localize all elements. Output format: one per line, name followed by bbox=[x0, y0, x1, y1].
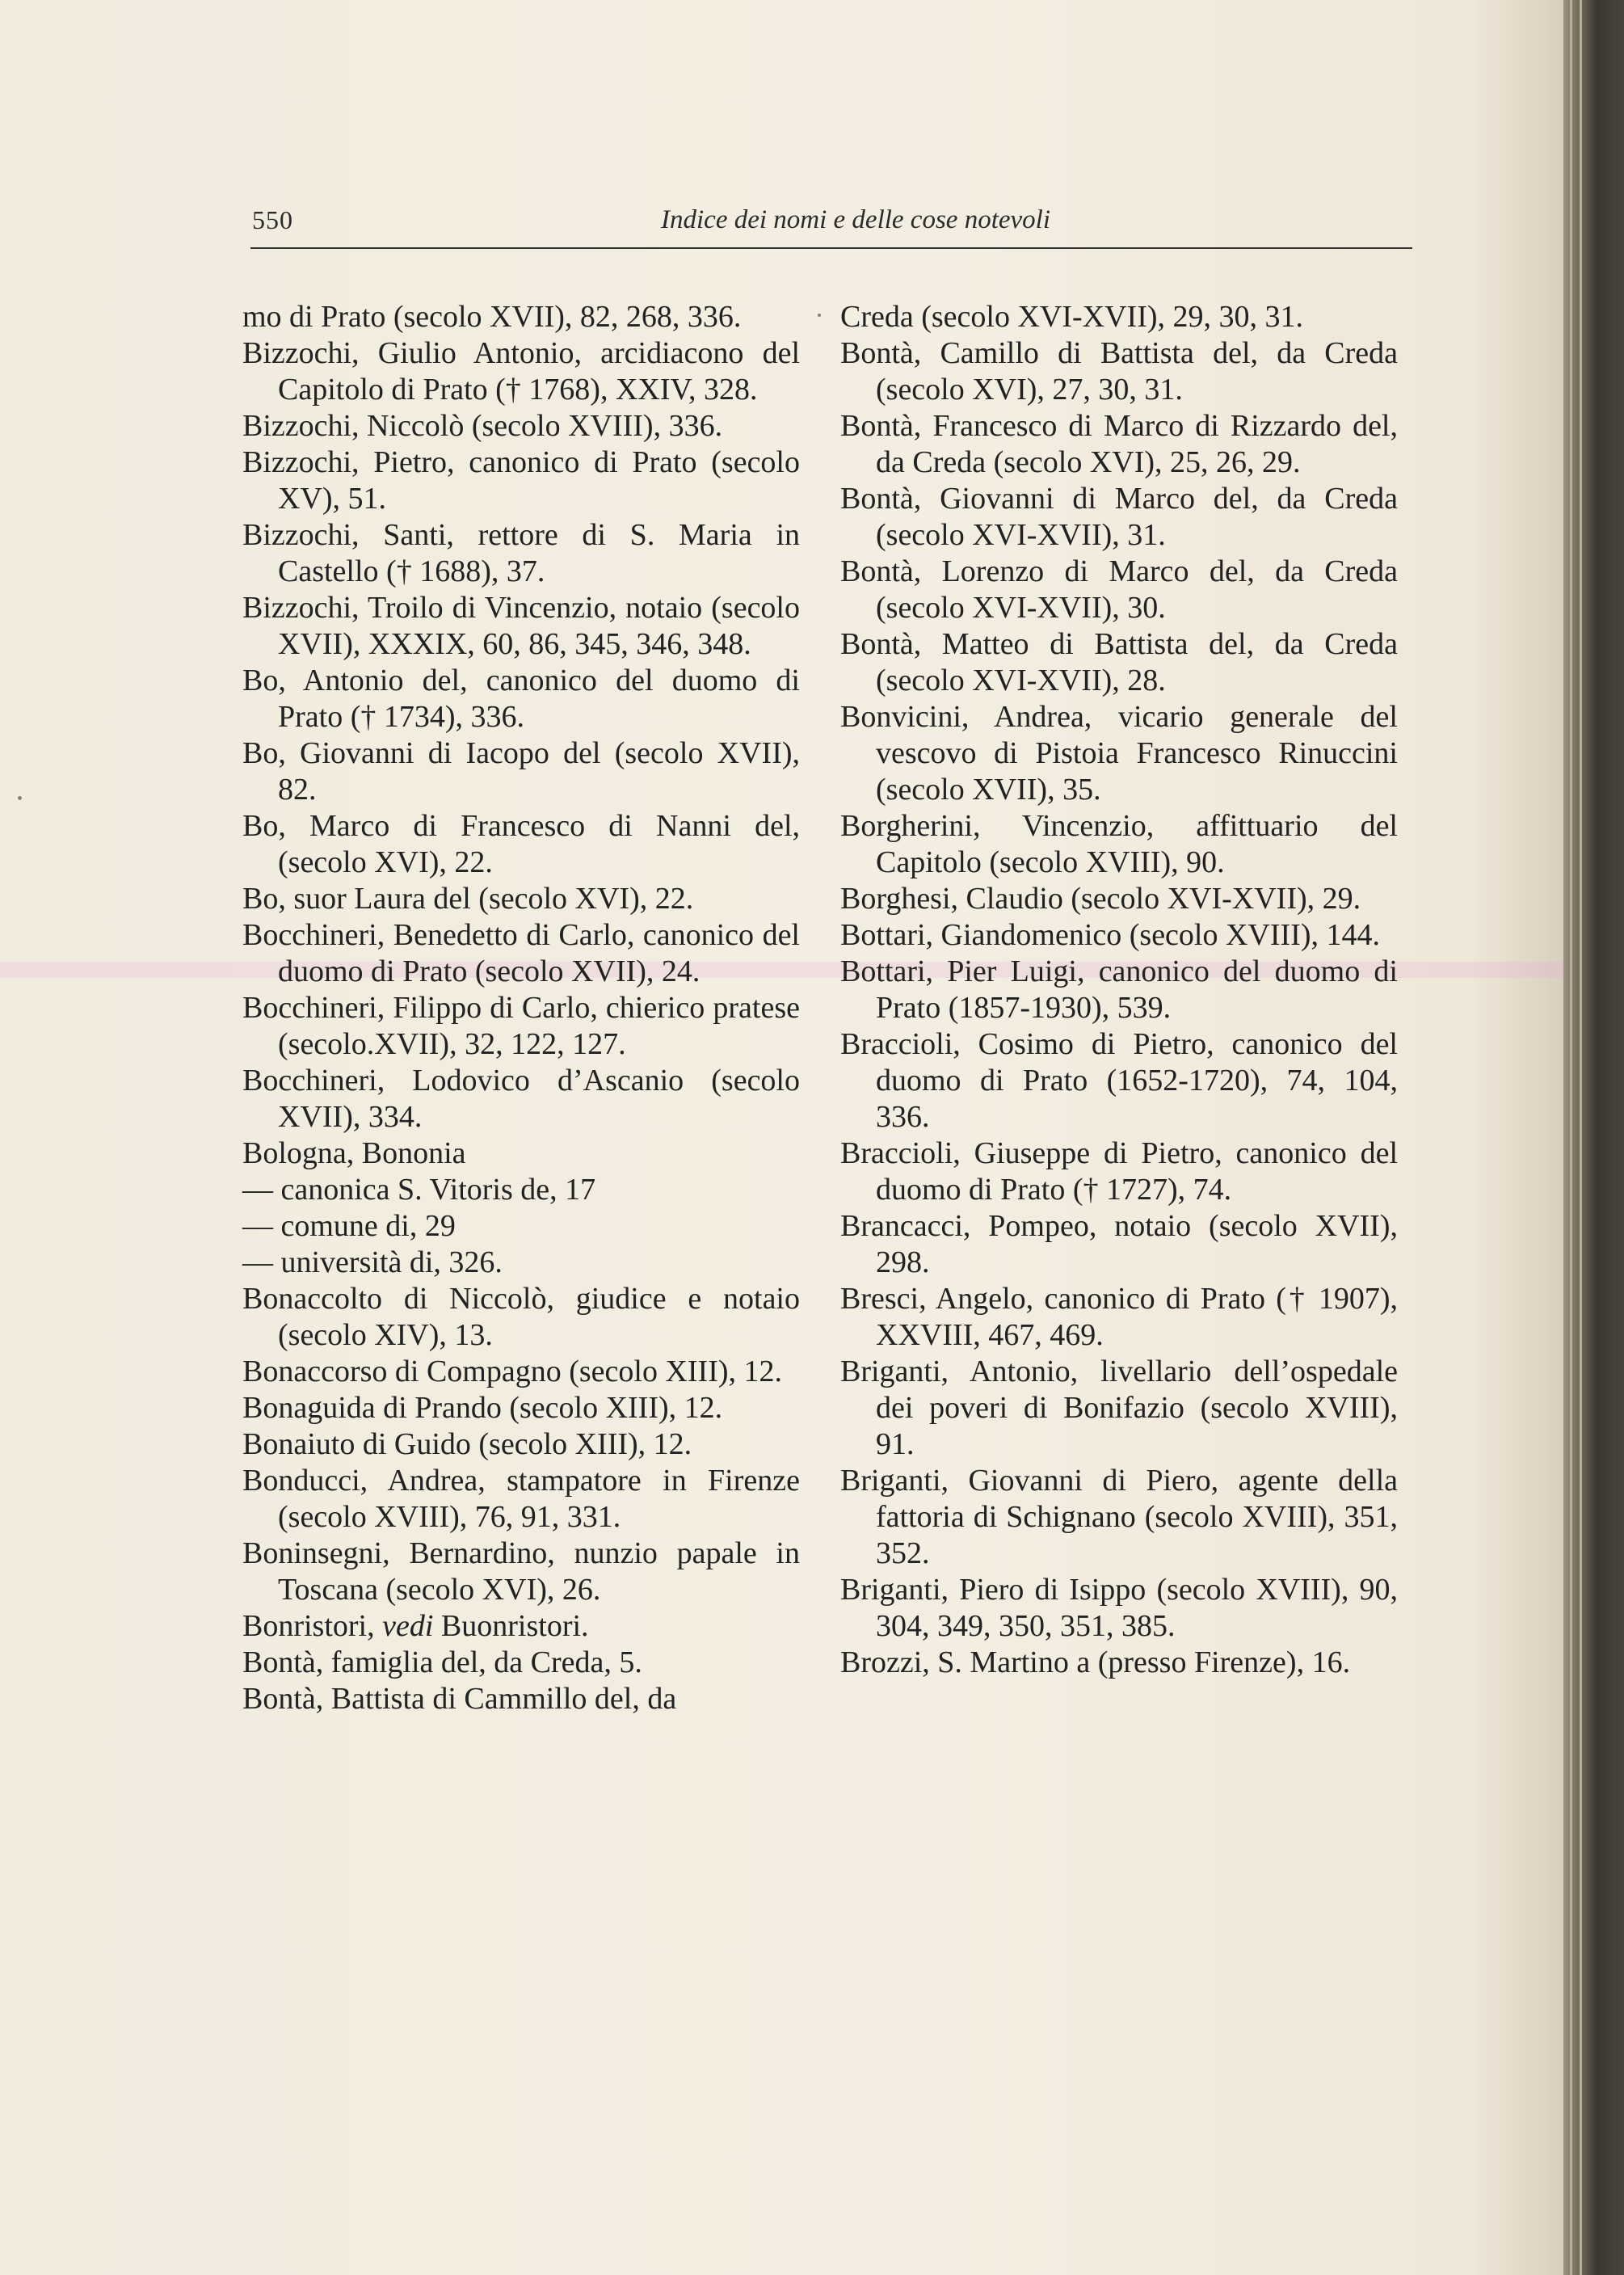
index-entry: Bizzochi, Niccolò (secolo XVIII), 336. bbox=[242, 409, 723, 443]
index-entry: Bologna, Bononia bbox=[242, 1136, 466, 1170]
paper-speck bbox=[18, 796, 22, 800]
index-entry: Bocchineri, Lodovico d’Ascanio (secolo XVII), 334. bbox=[242, 1064, 800, 1134]
index-entry: Briganti, Piero di Isippo (secolo XVIII), 90, 304, 349, 350, 351, 385. bbox=[840, 1573, 1398, 1643]
index-entry: Bontà, Lorenzo di Marco del, da Creda (secolo XVI-XVII), 30. bbox=[840, 554, 1398, 625]
index-subentry: — comune di, 29 bbox=[242, 1209, 456, 1243]
index-entry: Boninsegni, Bernardino, nunzio papale in Toscana (secolo XVI), 26. bbox=[242, 1536, 800, 1607]
index-entry: Borghesi, Claudio (secolo XVI-XVII), 29. bbox=[840, 882, 1361, 916]
index-entry: Brancacci, Pompeo, notaio (secolo XVII), 298. bbox=[840, 1209, 1398, 1279]
index-entry: Bontà, Battista di Cammillo del, da bbox=[242, 1682, 677, 1716]
index-entry: Bonaccorso di Compagno (secolo XIII), 12. bbox=[242, 1354, 783, 1388]
index-entry: Bo, Giovanni di Iacopo del (secolo XVII), 82. bbox=[242, 736, 800, 807]
index-entry: Bocchineri, Benedetto di Carlo, canonico del duomo di Prato (secolo XVII), 24. bbox=[242, 918, 800, 988]
index-entry: Bonristori, vedi Buonristori. bbox=[242, 1609, 589, 1643]
index-entry: Bizzochi, Pietro, canonico di Prato (secolo XV), 51. bbox=[242, 445, 800, 516]
page-edge-line bbox=[1570, 0, 1572, 2275]
index-entry: Brozzi, S. Martino a (presso Firenze), 16. bbox=[840, 1645, 1351, 1679]
page-header bbox=[250, 200, 1412, 249]
index-entry: Braccioli, Giuseppe di Pietro, canonico del duomo di Prato († 1727), 74. bbox=[840, 1136, 1398, 1207]
index-entry: Bo, Antonio del, canonico del duomo di Prato († 1734), 336. bbox=[242, 664, 800, 734]
index-column-left bbox=[242, 299, 800, 1717]
index-entry: Bocchineri, Filippo di Carlo, chierico pratese (secolo.XVII), 32, 122, 127. bbox=[242, 991, 800, 1061]
index-entry: Borgherini, Vincenzio, affittuario del Capitolo (secolo XVIII), 90. bbox=[840, 809, 1398, 879]
index-entry: Bizzochi, Troilo di Vincenzio, notaio (secolo XVII), XXXIX, 60, 86, 345, 346, 348. bbox=[242, 591, 800, 661]
index-subentry: — canonica S. Vitoris de, 17 bbox=[242, 1173, 596, 1207]
index-entry: Bontà, Camillo di Battista del, da Creda (secolo XVI), 27, 30, 31. bbox=[840, 336, 1398, 407]
index-entry: Bonvicini, Andrea, vicario generale del vescovo di Pistoia Francesco Rinuccini (secolo XVII), 35. bbox=[840, 700, 1398, 807]
index-entry: Bottari, Pier Luigi, canonico del duomo di Prato (1857-1930), 539. bbox=[840, 954, 1398, 1025]
index-entry: Bontà, Matteo di Battista del, da Creda (secolo XVI-XVII), 28. bbox=[840, 627, 1398, 697]
index-entry: Bonducci, Andrea, stampatore in Firenze (secolo XVIII), 76, 91, 331. bbox=[242, 1464, 800, 1534]
index-entry: Braccioli, Cosimo di Pietro, canonico del duomo di Prato (1652-1720), 74, 104, 336. bbox=[840, 1027, 1398, 1134]
page-edge-line bbox=[1580, 0, 1582, 2275]
index-column-right bbox=[840, 299, 1398, 1681]
index-entry: Bontà, famiglia del, da Creda, 5. bbox=[242, 1645, 642, 1679]
index-entry: Bottari, Giandomenico (secolo XVIII), 144. bbox=[840, 918, 1380, 952]
index-entry: Bresci, Angelo, canonico di Prato († 1907), XXVIII, 467, 469. bbox=[840, 1282, 1398, 1352]
index-entry: Bontà, Francesco di Marco di Rizzardo del, da Creda (secolo XVI), 25, 26, 29. bbox=[840, 409, 1398, 479]
index-entry: Bontà, Giovanni di Marco del, da Creda (secolo XVI-XVII), 31. bbox=[840, 482, 1398, 552]
index-entry: Bo, Marco di Francesco di Nanni del, (secolo XVI), 22. bbox=[242, 809, 800, 879]
index-entry: Briganti, Antonio, livellario dell’ospedale dei poveri di Bonifazio (secolo XVIII), 91. bbox=[840, 1354, 1398, 1461]
index-entry: Bo, suor Laura del (secolo XVI), 22. bbox=[242, 882, 694, 916]
book-page-edge bbox=[1563, 0, 1624, 2275]
paper-speck bbox=[818, 314, 821, 317]
index-entry: Bizzochi, Santi, rettore di S. Maria in Castello († 1688), 37. bbox=[242, 518, 800, 588]
index-entry: Briganti, Giovanni di Piero, agente della fattoria di Schignano (secolo XVIII), 351, 352. bbox=[840, 1464, 1398, 1570]
running-title: Indice dei nomi e delle cose notevoli bbox=[661, 205, 1050, 234]
index-subentry: — università di, 326. bbox=[242, 1245, 503, 1279]
page-number: 550 bbox=[252, 205, 293, 234]
index-entry: Bonaguida di Prando (secolo XIII), 12. bbox=[242, 1391, 723, 1425]
index-entry: Bonaiuto di Guido (secolo XIII), 12. bbox=[242, 1427, 692, 1461]
index-entry: Bizzochi, Giulio Antonio, arcidiacono del Capitolo di Prato († 1768), XXIV, 328. bbox=[242, 336, 800, 407]
index-entry: mo di Prato (secolo XVII), 82, 268, 336. bbox=[242, 300, 742, 334]
index-entry: Bonaccolto di Niccolò, giudice e notaio (secolo XIV), 13. bbox=[242, 1282, 800, 1352]
index-entry-continuation: Creda (secolo XVI-XVII), 29, 30, 31. bbox=[840, 300, 1304, 334]
